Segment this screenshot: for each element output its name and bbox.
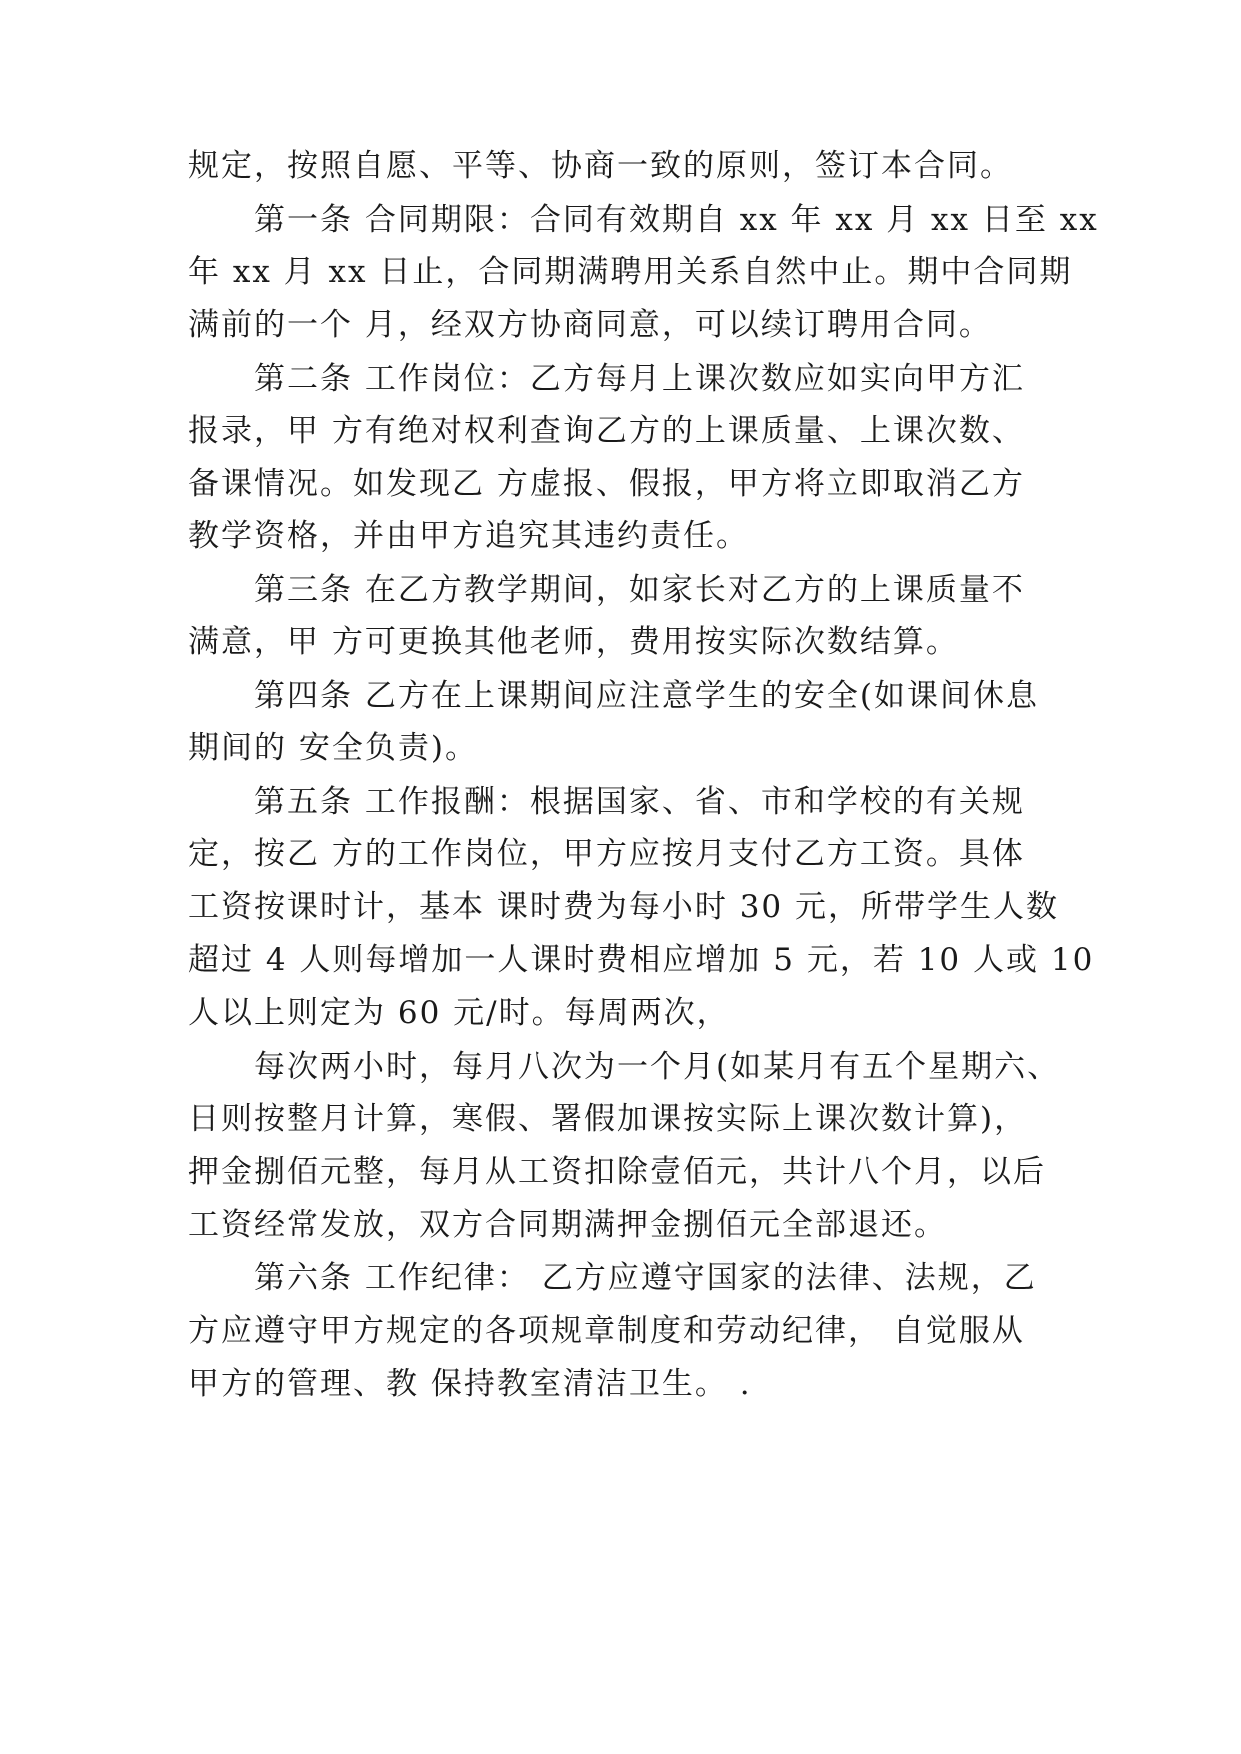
text-line-2: 第一条 合同期限：合同有效期自 xx 年 xx 月 xx 日至 xx bbox=[254, 202, 1099, 238]
text-line-13: 第五条 工作报酬：根据国家、省、市和学校的有关规 bbox=[254, 784, 1025, 820]
text-line-12: 期间的 安全负责)。 bbox=[188, 730, 478, 766]
text-line-10: 满意，甲 方可更换其他老师，费用按实际次数结算。 bbox=[188, 624, 959, 660]
text-line-9: 第三条 在乙方教学期间，如家长对乙方的上课质量不 bbox=[254, 572, 1025, 608]
text-line-7: 备课情况。如发现乙 方虚报、假报，甲方将立即取消乙方 bbox=[188, 466, 1025, 502]
text-line-19: 日则按整月计算，寒假、署假加课按实际上课次数计算)， bbox=[188, 1101, 1028, 1137]
text-line-16: 超过 4 人则每增加一人课时费相应增加 5 元，若 10 人或 10 bbox=[188, 942, 1095, 978]
text-line-17: 人以上则定为 60 元/时。每周两次， bbox=[188, 995, 730, 1031]
text-line-22: 第六条 工作纪律： 乙方应遵守国家的法律、法规，乙 bbox=[254, 1260, 1037, 1296]
text-line-23: 方应遵守甲方规定的各项规章制度和劳动纪律， 自觉服从 bbox=[188, 1313, 1025, 1349]
text-line-3: 年 xx 月 xx 日止，合同期满聘用关系自然中止。期中合同期 bbox=[188, 254, 1073, 290]
text-line-18: 每次两小时，每月八次为一个月(如某月有五个星期六、 bbox=[254, 1049, 1061, 1085]
text-line-1: 规定，按照自愿、平等、协商一致的原则，签订本合同。 bbox=[188, 148, 1013, 184]
text-line-4: 满前的一个 月，经双方协商同意，可以续订聘用合同。 bbox=[188, 307, 992, 343]
text-line-20: 押金捌佰元整，每月从工资扣除壹佰元，共计八个月，以后 bbox=[188, 1154, 1046, 1190]
text-line-5: 第二条 工作岗位：乙方每月上课次数应如实向甲方汇 bbox=[254, 361, 1025, 397]
text-line-15: 工资按课时计，基本 课时费为每小时 30 元，所带学生人数 bbox=[188, 889, 1060, 925]
text-line-21: 工资经常发放，双方合同期满押金捌佰元全部退还。 bbox=[188, 1207, 947, 1243]
text-line-6: 报录，甲 方有绝对权利查询乙方的上课质量、上课次数、 bbox=[188, 413, 1025, 449]
text-line-24: 甲方的管理、教 保持教室清洁卫生。 . bbox=[188, 1366, 752, 1402]
text-line-14: 定，按乙 方的工作岗位，甲方应按月支付乙方工资。具体 bbox=[188, 836, 1025, 872]
text-line-8: 教学资格，并由甲方追究其违约责任。 bbox=[188, 518, 749, 554]
text-line-11: 第四条 乙方在上课期间应注意学生的安全(如课间休息 bbox=[254, 678, 1039, 714]
